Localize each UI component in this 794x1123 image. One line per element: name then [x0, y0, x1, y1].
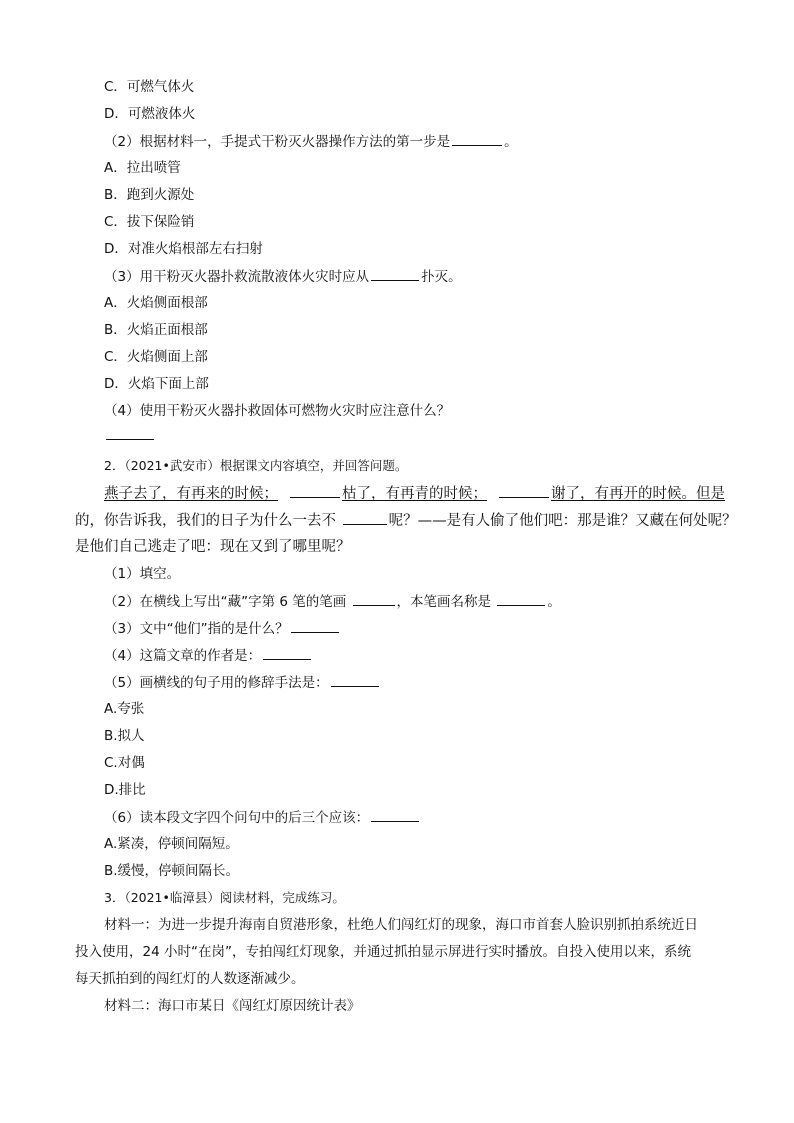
material-2-title: 材料二：海口市某日《闯红灯原因统计表》: [104, 998, 361, 1014]
option-a: A．拉出喷管: [104, 160, 181, 176]
option-d: D．对准火焰根部左右扫射: [104, 241, 263, 257]
sub-question-2: （2）在横线上写出“藏”字第 6 笔的笔画 ，本笔画名称是 。: [104, 594, 561, 610]
material-1-line: 投入使用，24 小时“在岗”，专拍闯红灯现象，并通过抓拍显示屏进行实时播放。自投入使用以来，系统: [75, 944, 691, 960]
option-c: C．火焰侧面上部: [104, 349, 208, 365]
sub-question-5: （5）画横线的句子用的修辞手法是：: [104, 673, 381, 692]
sub-question-1: （1）填空。: [104, 566, 181, 582]
option-b: B.缓慢，停顿间隔长。: [104, 863, 240, 879]
option-d: D．火焰下面上部: [104, 376, 209, 392]
option-d: D．可燃液体火: [104, 106, 196, 122]
answer-blank[interactable]: [497, 592, 545, 606]
answer-blank[interactable]: [263, 646, 311, 660]
passage-line: 的，你告诉我，我们的日子为什么一去不 呢？——是有人偷了他们吧：那是谁？又藏在何处呢？: [75, 513, 737, 529]
material-1-line: 材料一：为进一步提升海南自贸港形象，杜绝人们闯红灯的现象，海口市首套人脸识别抓拍系统近日: [104, 917, 698, 933]
option-c: C．可燃气体火: [104, 79, 195, 95]
answer-blank[interactable]: [371, 267, 419, 281]
question-4: （4）使用干粉灭火器扑救固体可燃物火灾时应注意什么？: [104, 403, 451, 419]
option-a: A.紧凑，停顿间隔短。: [104, 836, 239, 852]
material-1-line: 每天抓拍到的闯红灯的人数逐渐减少。: [75, 971, 305, 987]
sub-question-4: （4）这篇文章的作者是：: [104, 646, 313, 665]
option-b: B.拟人: [104, 728, 145, 744]
question-3: （3）用干粉灭火器扑救流散液体火灾时应从 扑灭。: [104, 269, 462, 285]
option-c: C．拔下保险销: [104, 214, 195, 230]
option-b: B．火焰正面根部: [104, 322, 208, 338]
answer-blank[interactable]: [331, 673, 379, 687]
sub-question-3: （3）文中“他们”指的是什么？: [104, 619, 341, 638]
question-heading-3: 3．（2021•临漳县）阅读材料，完成练习。: [104, 890, 345, 905]
fill-blank[interactable]: [290, 484, 340, 498]
option-c: C.对偶: [104, 755, 145, 771]
option-d: D.排比: [104, 782, 146, 798]
passage-line: 是他们自己逃走了吧：现在又到了哪里呢？: [75, 539, 351, 555]
sub-question-6: （6）读本段文字四个问句中的后三个应该：: [104, 808, 421, 827]
answer-blank[interactable]: [371, 808, 419, 822]
question-2: （2）根据材料一，手提式干粉灭火器操作方法的第一步是 。: [104, 134, 518, 150]
option-a: A．火焰侧面根部: [104, 295, 208, 311]
answer-blank[interactable]: [353, 592, 395, 606]
answer-blank[interactable]: [452, 132, 502, 146]
answer-line[interactable]: [104, 426, 156, 445]
fill-blank[interactable]: [343, 511, 387, 525]
option-a: A.夸张: [104, 701, 145, 717]
passage-line: 燕子去了，有再来的时候； 枯了，有再青的时候； 谢了，有再开的时候。但是: [104, 486, 725, 502]
option-b: B．跑到火源处: [104, 187, 195, 203]
fill-blank[interactable]: [499, 484, 549, 498]
answer-blank[interactable]: [291, 619, 339, 633]
question-heading-2: 2．（2021•武安市）根据课文内容填空，并回答问题。: [104, 458, 408, 473]
